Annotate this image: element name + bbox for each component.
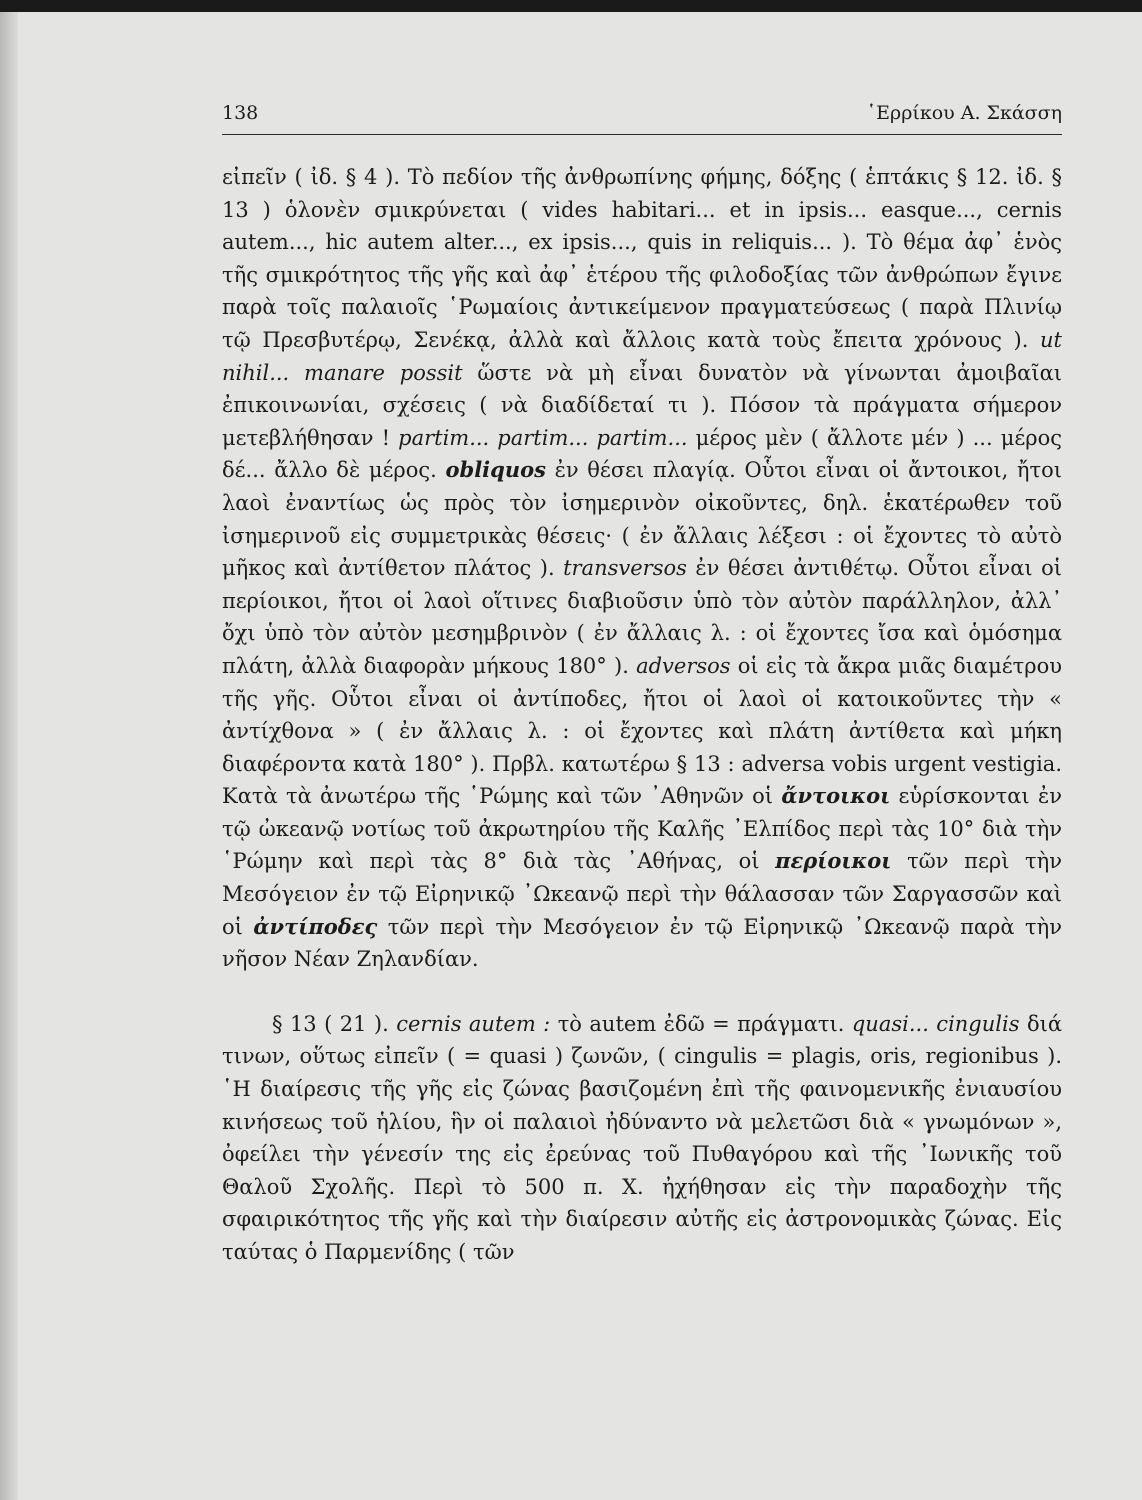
running-header [222,98,1062,135]
commentary-paragraph-1 [222,161,1062,976]
text-segment: ὥστε νὰ μὴ εἶναι δυνατὸν νὰ γίνωνται ἀμοιβαῖαι ἐπικοινωνίαι, σχέσεις ( νὰ διαδίδεταί τι ). Πόσον τὰ πράγματα σήμερον μετεβλήθησαν ! [222,360,1062,450]
text-segment: μέρος μὲν ( ἄλλοτε μέν ) ... μέρος δέ... ἄλλο δὲ μέρος. [222,425,1062,483]
latin-phrase: quasi... cingulis [851,1011,1020,1036]
text-segment: ἐν θέσει ἀντιθέτῳ. Οὗτοι εἶναι οἱ περίοικοι, ἤτοι οἱ λαοὶ οἵτινες διαβιοῦσιν ὑπὸ τὸν αὐτὸν παράλληλον, ἀλλ᾽ ὄχι ὑπὸ τὸν αὐτὸν μεσημβρινὸν ( ἐν ἄλλαις λ. : οἱ ἔχοντες ἴσα καὶ ὁμόσημα πλάτη, ἀλλὰ διαφορὰν μήκους 180° ). [222,556,1062,678]
binding-shadow [0,12,18,1500]
latin-term: transversos [563,556,687,581]
text-segment: οἱ εἰς τὰ ἄκρα μιᾶς διαμέτρου τῆς γῆς. Οὗτοι εἶναι οἱ ἀντίποδες, ἤτοι οἱ λαοὶ οἱ κατοικοῦντες τὴν « ἀντίχθονα » ( ἐν ἄλλαις λ. : οἱ ἔχοντες καὶ πλάτη ἀντίθετα καὶ μήκη διαφέροντα κατὰ 180° ). Πρβλ. κατωτέρω § 13 : adversa vobis urgent vestigia. Κατὰ τὰ ἀνωτέρω τῆς ῾Ρώμης καὶ τῶν ᾽Αθηνῶν οἱ [222,653,1062,809]
text-segment: τὸ autem ἐδῶ = πράγματι. [550,1011,852,1036]
body-text [222,161,1062,1269]
greek-term: περίοικοι [775,848,892,874]
page-number: 138 [222,102,259,124]
greek-term: ἀντίποδες [253,913,378,939]
running-title: ῾Ερρίκου Α. Σκάσση [866,102,1062,124]
book-page [222,98,1062,1269]
text-segment: διά τινων, οὕτως εἰπεῖν ( = quasi ) ζωνῶν, ( cingulis = plagis, oris, regionibus ). ῾Η διαίρεσις τῆς γῆς εἰς ζώνας βασιζομένη ἐπὶ τῆς φαινομενικῆς ἐνιαυσίου κινήσεως τοῦ ἡλίου, ἣν οἱ παλαιοὶ ἠδύναντο νὰ μελετῶσι διὰ « γνωμόνων », ὀφείλει τὴν γένεσίν της εἰς ἐρεύνας τοῦ Πυθαγόρου καὶ τῆς ᾽Ιωνικῆς τοῦ Θαλοῦ Σχολῆς. Περὶ τὸ 500 π. Χ. ἠχήθησαν εἰς τὴν παραδοχὴν τῆς σφαιρικότητος τῆς γῆς καὶ τὴν διαίρεσιν αὐτῆς εἰς ἀστρονομικὰς ζώνας. Εἰς ταύτας ὁ Παρμενίδης ( τῶν [222,1011,1062,1264]
text-segment: ἐν θέσει πλαγίᾳ. Οὗτοι εἶναι οἱ ἄντοικοι, ἤτοι λαοὶ ἐναντίως ὡς πρὸς τὸν ἰσημερινὸν οἰκοῦντες, δηλ. ἑκατέρωθεν τοῦ ἰσημερινοῦ εἰς συμμετρικὰς θέσεις· ( ἐν ἄλλαις λέξεσι : οἱ ἔχοντες τὸ αὐτὸ μῆκος καὶ ἀντίθετον πλάτος ). [222,458,1062,581]
scan-top-edge [0,0,1142,12]
paragraph-gap [222,976,1062,1008]
latin-term: adversos [636,653,731,678]
latin-phrase: cernis autem : [396,1011,551,1036]
text-segment: εὑρίσκονται ἐν τῷ ὠκεανῷ νοτίως τοῦ ἀκρωτηρίου τῆς Καλῆς ᾽Ελπίδος περὶ τὰς 10° διὰ τὴν ῾Ρώμην καὶ περὶ τὰς 8° διὰ τὰς ᾽Αθήνας, οἱ [222,784,1062,874]
text-segment: τῶν περὶ τὴν Μεσόγειον ἐν τῷ Εἰρηνικῷ ᾽Ωκεανῷ περὶ τὴν θάλασσαν τῶν Σαργασσῶν καὶ οἱ [222,849,1062,939]
text-segment: τῶν περὶ τὴν Μεσόγειον ἐν τῷ Εἰρηνικῷ ᾽Ωκεανῷ παρὰ τὴν νῆσον Νέαν Ζηλανδίαν. [222,914,1062,972]
latin-phrase: ut nihil... manare possit [222,327,1062,385]
commentary-paragraph-2 [222,1008,1062,1269]
greek-term: ἄντοικοι [781,783,891,809]
text-segment: εἰπεῖν ( ἰδ. § 4 ). Τὸ πεδίον τῆς ἀνθρωπίνης φήμης, δόξης ( ἑπτάκις § 12. ἰδ. § 13 ) ὁλονὲν σμικρύνεται ( vides habitari... et in ipsis... easque..., cernis autem..., hic autem alter..., ex ipsis..., quis in reliquis... ). Τὸ θέμα ἀφ᾽ ἑνὸς τῆς σμικρότητος τῆς γῆς καὶ ἀφ᾽ ἑτέρου τῆς φιλοδοξίας τῶν ἀνθρώπων ἔγινε παρὰ τοῖς παλαιοῖς ῾Ρωμαίοις ἀντικείμενον πραγματεύσεως ( παρὰ Πλινίῳ τῷ Πρεσβυτέρῳ, Σενέκᾳ, ἀλλὰ καὶ ἄλλοις κατὰ τοὺς ἔπειτα χρόνους ). [222,165,1062,352]
section-reference: § 13 ( 21 ). [272,1011,397,1036]
latin-term: obliquos [445,457,546,483]
latin-phrase: partim... partim... partim... [398,425,688,450]
